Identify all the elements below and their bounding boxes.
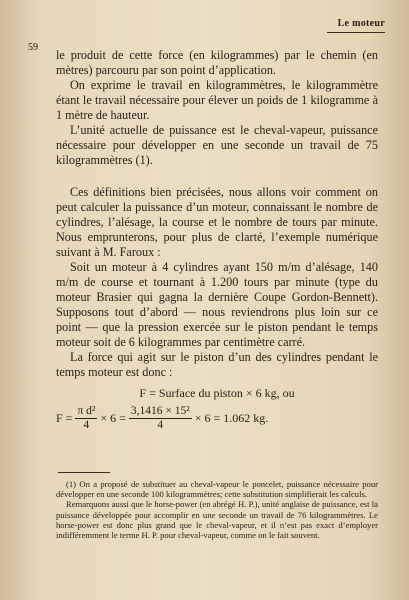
fraction-1	[75, 405, 97, 432]
formula-line-1: F = Surface du piston × 6 kg, ou	[139, 386, 295, 400]
fraction-2	[129, 405, 192, 432]
paragraph: La force qui agit sur le piston d’un des cylindres pendant le temps moteur est donc :	[56, 350, 378, 379]
formula-line-2	[56, 405, 378, 432]
fraction-1-numerator: π d²	[77, 405, 96, 417]
footnotes	[56, 479, 378, 540]
paragraph: L’unité actuelle de puissance est le cheval-vapeur, puissance nécessaire pour développer en une seconde un travail de 75 kilogrammètres (1).	[56, 123, 378, 167]
footnote: Remarquons aussi que le horse-power (en abrégé H. P.), unité anglaise de puissance, est la puissance développée pour accomplir en une seconde un travail de 76 kilogrammètres. Le horse-power est donc plus grand que le cheval-vapeur, et il n’est pas exact d’employer indifféremment le terme H. P. pour cheval-vapeur, comme on le fait souvent.	[56, 499, 378, 541]
fraction-2-numerator: 3,1416 × 15²	[130, 405, 190, 417]
header-rule	[327, 32, 385, 33]
paragraph: Ces définitions bien précisées, nous allons voir comment on peut calculer la puissance d’un moteur, connaissant le nombre de cylindres, l’alésage, la course et le nombre de tours par minute. Nous emprunterons, pour plus de clarté, l’exemple numérique suivant à M. Faroux :	[56, 185, 378, 259]
body-text	[56, 48, 378, 540]
paragraph: On exprime le travail en kilogrammètres, le kilogrammètre étant le travail nécessaire pour élever un poids de 1 kilogramme à 1 mètre de hauteur.	[56, 78, 378, 122]
paragraph: Soit un moteur à 4 cylindres ayant 150 m/m d’alésage, 140 m/m de course et tournant à 1.200 tours par minute (type du moteur Brasier qui gagna la dernière Coupe Gordon-Bennett). Supposons tout d’abord — nous reviendrons plus loin sur ce point — que la pression exercée sur le piston pendant le temps moteur soit de 6 kilogrammes par centimètre carré.	[56, 260, 378, 349]
fraction-1-denominator: 4	[83, 419, 90, 431]
formula-times: × 6 =	[100, 411, 126, 425]
formula-f: F =	[56, 411, 73, 425]
fraction-2-denominator: 4	[157, 419, 164, 431]
page-number: 59	[28, 42, 38, 53]
paragraph: le produit de cette force (en kilogrammes) par le chemin (en mètres) parcouru par son point d’application.	[56, 48, 378, 77]
running-title: Le moteur	[337, 18, 385, 29]
formula-result: × 6 = 1.062 kg.	[194, 411, 269, 425]
footnote: (1) On a proposé de substituer au cheval-vapeur le poncelet, puissance nécessaire pour développer en une seconde 100 kilogrammètres; cette substitution simplifierait les calculs.	[56, 479, 378, 500]
footnote-separator	[58, 472, 110, 473]
page-header	[28, 18, 385, 53]
